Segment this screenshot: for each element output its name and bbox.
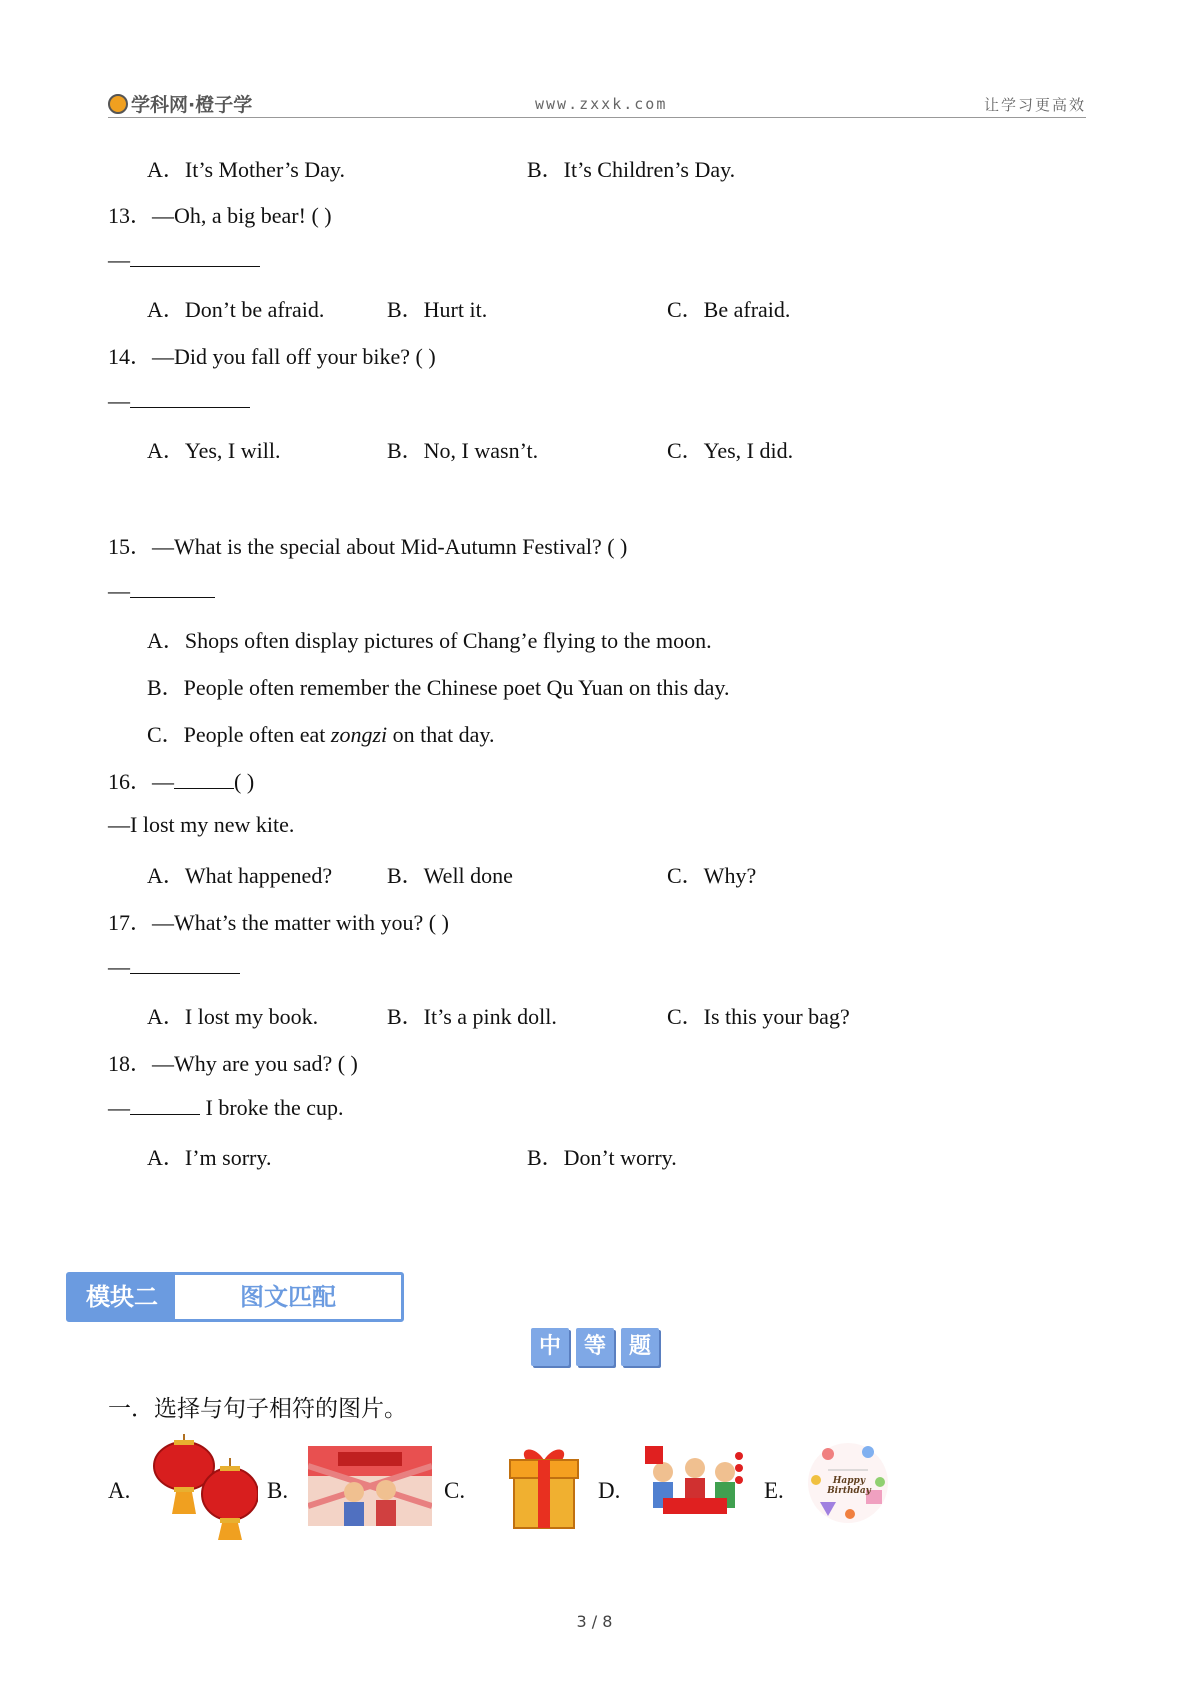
q13-option-a: A．Don’t be afraid. — [147, 297, 325, 322]
page-number: 3 / 8 — [576, 1612, 613, 1631]
question-stem: —What is the special about Mid-Autumn Festival? ( ) — [152, 534, 628, 559]
answer-blank — [130, 577, 215, 598]
q15-option-a: A．Shops often display pictures of Chang’e flying to the moon. — [147, 628, 712, 653]
header-url: www.zxxk.com — [535, 95, 668, 113]
difficulty-char: 中 — [531, 1328, 569, 1366]
picture-label-d: D. — [598, 1478, 621, 1503]
q15-option-c: C．People often eat zongzi on that day. — [147, 722, 495, 747]
q13-option-c: C．Be afraid. — [667, 297, 791, 322]
difficulty-char: 等 — [576, 1328, 614, 1366]
poster-icon — [308, 1446, 432, 1531]
site-logo: 学科网·橙子学 — [108, 90, 252, 117]
module-banner — [66, 1272, 404, 1322]
celebration-icon — [643, 1446, 747, 1531]
italic-term: zongzi — [330, 722, 388, 747]
reply-16: —I lost my new kite. — [108, 812, 295, 837]
q13-option-b: B．Hurt it. — [387, 297, 488, 322]
q12-option-a: A．It’s Mother’s Day. — [147, 157, 345, 182]
answer-blank — [130, 387, 250, 408]
birthday-card-icon — [806, 1440, 890, 1531]
question-number: 13． — [108, 203, 153, 228]
answer-blank — [130, 1094, 200, 1115]
answer-line-18: — I broke the cup. — [108, 1095, 344, 1120]
picture-label-e: E. — [764, 1478, 784, 1503]
question-13 — [108, 199, 332, 230]
question-number: 17． — [108, 910, 153, 935]
q16-option-c: C．Why? — [667, 863, 757, 888]
difficulty-char: 题 — [621, 1328, 659, 1366]
question-number: 14． — [108, 344, 153, 369]
answer-line-13: — — [108, 246, 260, 273]
question-stem: —Why are you sad? ( ) — [152, 1051, 358, 1076]
task-title: 一．选择与句子相符的图片。 — [108, 1396, 407, 1422]
q14-option-b: B．No, I wasn’t. — [387, 438, 539, 463]
question-14 — [108, 340, 436, 371]
q12-option-b: B．It’s Children’s Day. — [527, 157, 736, 182]
difficulty-tag — [531, 1328, 666, 1366]
q15-option-b: B．People often remember the Chinese poet Qu Yuan on this day. — [147, 675, 730, 700]
answer-line-15: — — [108, 577, 215, 604]
answer-line-17: — — [108, 953, 240, 980]
logo-mark-icon — [108, 94, 128, 114]
lantern-icon — [146, 1434, 258, 1547]
question-stem: —What’s the matter with you? ( ) — [152, 910, 449, 935]
question-number: 16． — [108, 769, 153, 794]
q16-option-a: A．What happened? — [147, 863, 333, 888]
q14-option-a: A．Yes, I will. — [147, 438, 281, 463]
q14-option-c: C．Yes, I did. — [667, 438, 794, 463]
question-number: 15． — [108, 534, 153, 559]
question-stem: —Oh, a big bear! ( ) — [152, 203, 332, 228]
picture-label-c: C. — [444, 1478, 466, 1503]
picture-label-a: A. — [108, 1478, 131, 1503]
q17-option-a: A．I lost my book. — [147, 1004, 319, 1029]
question-number: 18． — [108, 1051, 153, 1076]
header-divider — [108, 117, 1086, 118]
answer-blank — [130, 246, 260, 267]
question-18 — [108, 1047, 358, 1078]
question-15 — [108, 530, 627, 561]
module-title: 图文匹配 — [240, 1283, 336, 1311]
answer-blank — [130, 953, 240, 974]
birthday-text: Happy Birthday — [827, 1476, 871, 1496]
q17-option-b: B．It’s a pink doll. — [387, 1004, 557, 1029]
answer-blank — [174, 768, 234, 789]
header-slogan: 让学习更高效 — [983, 96, 1086, 114]
module-number: 模块二 — [69, 1275, 175, 1319]
q16-option-b: B．Well done — [387, 863, 513, 888]
question-stem: —Did you fall off your bike? ( ) — [152, 344, 436, 369]
q18-option-b: B．Don’t worry. — [527, 1145, 677, 1170]
q17-option-c: C．Is this your bag? — [667, 1004, 850, 1029]
picture-label-b: B. — [267, 1478, 289, 1503]
gift-box-icon — [504, 1442, 584, 1537]
question-17 — [108, 906, 449, 937]
question-16: 16．— ( ) — [108, 769, 255, 794]
q18-option-a: A．I’m sorry. — [147, 1145, 272, 1170]
answer-line-14: — — [108, 387, 250, 414]
